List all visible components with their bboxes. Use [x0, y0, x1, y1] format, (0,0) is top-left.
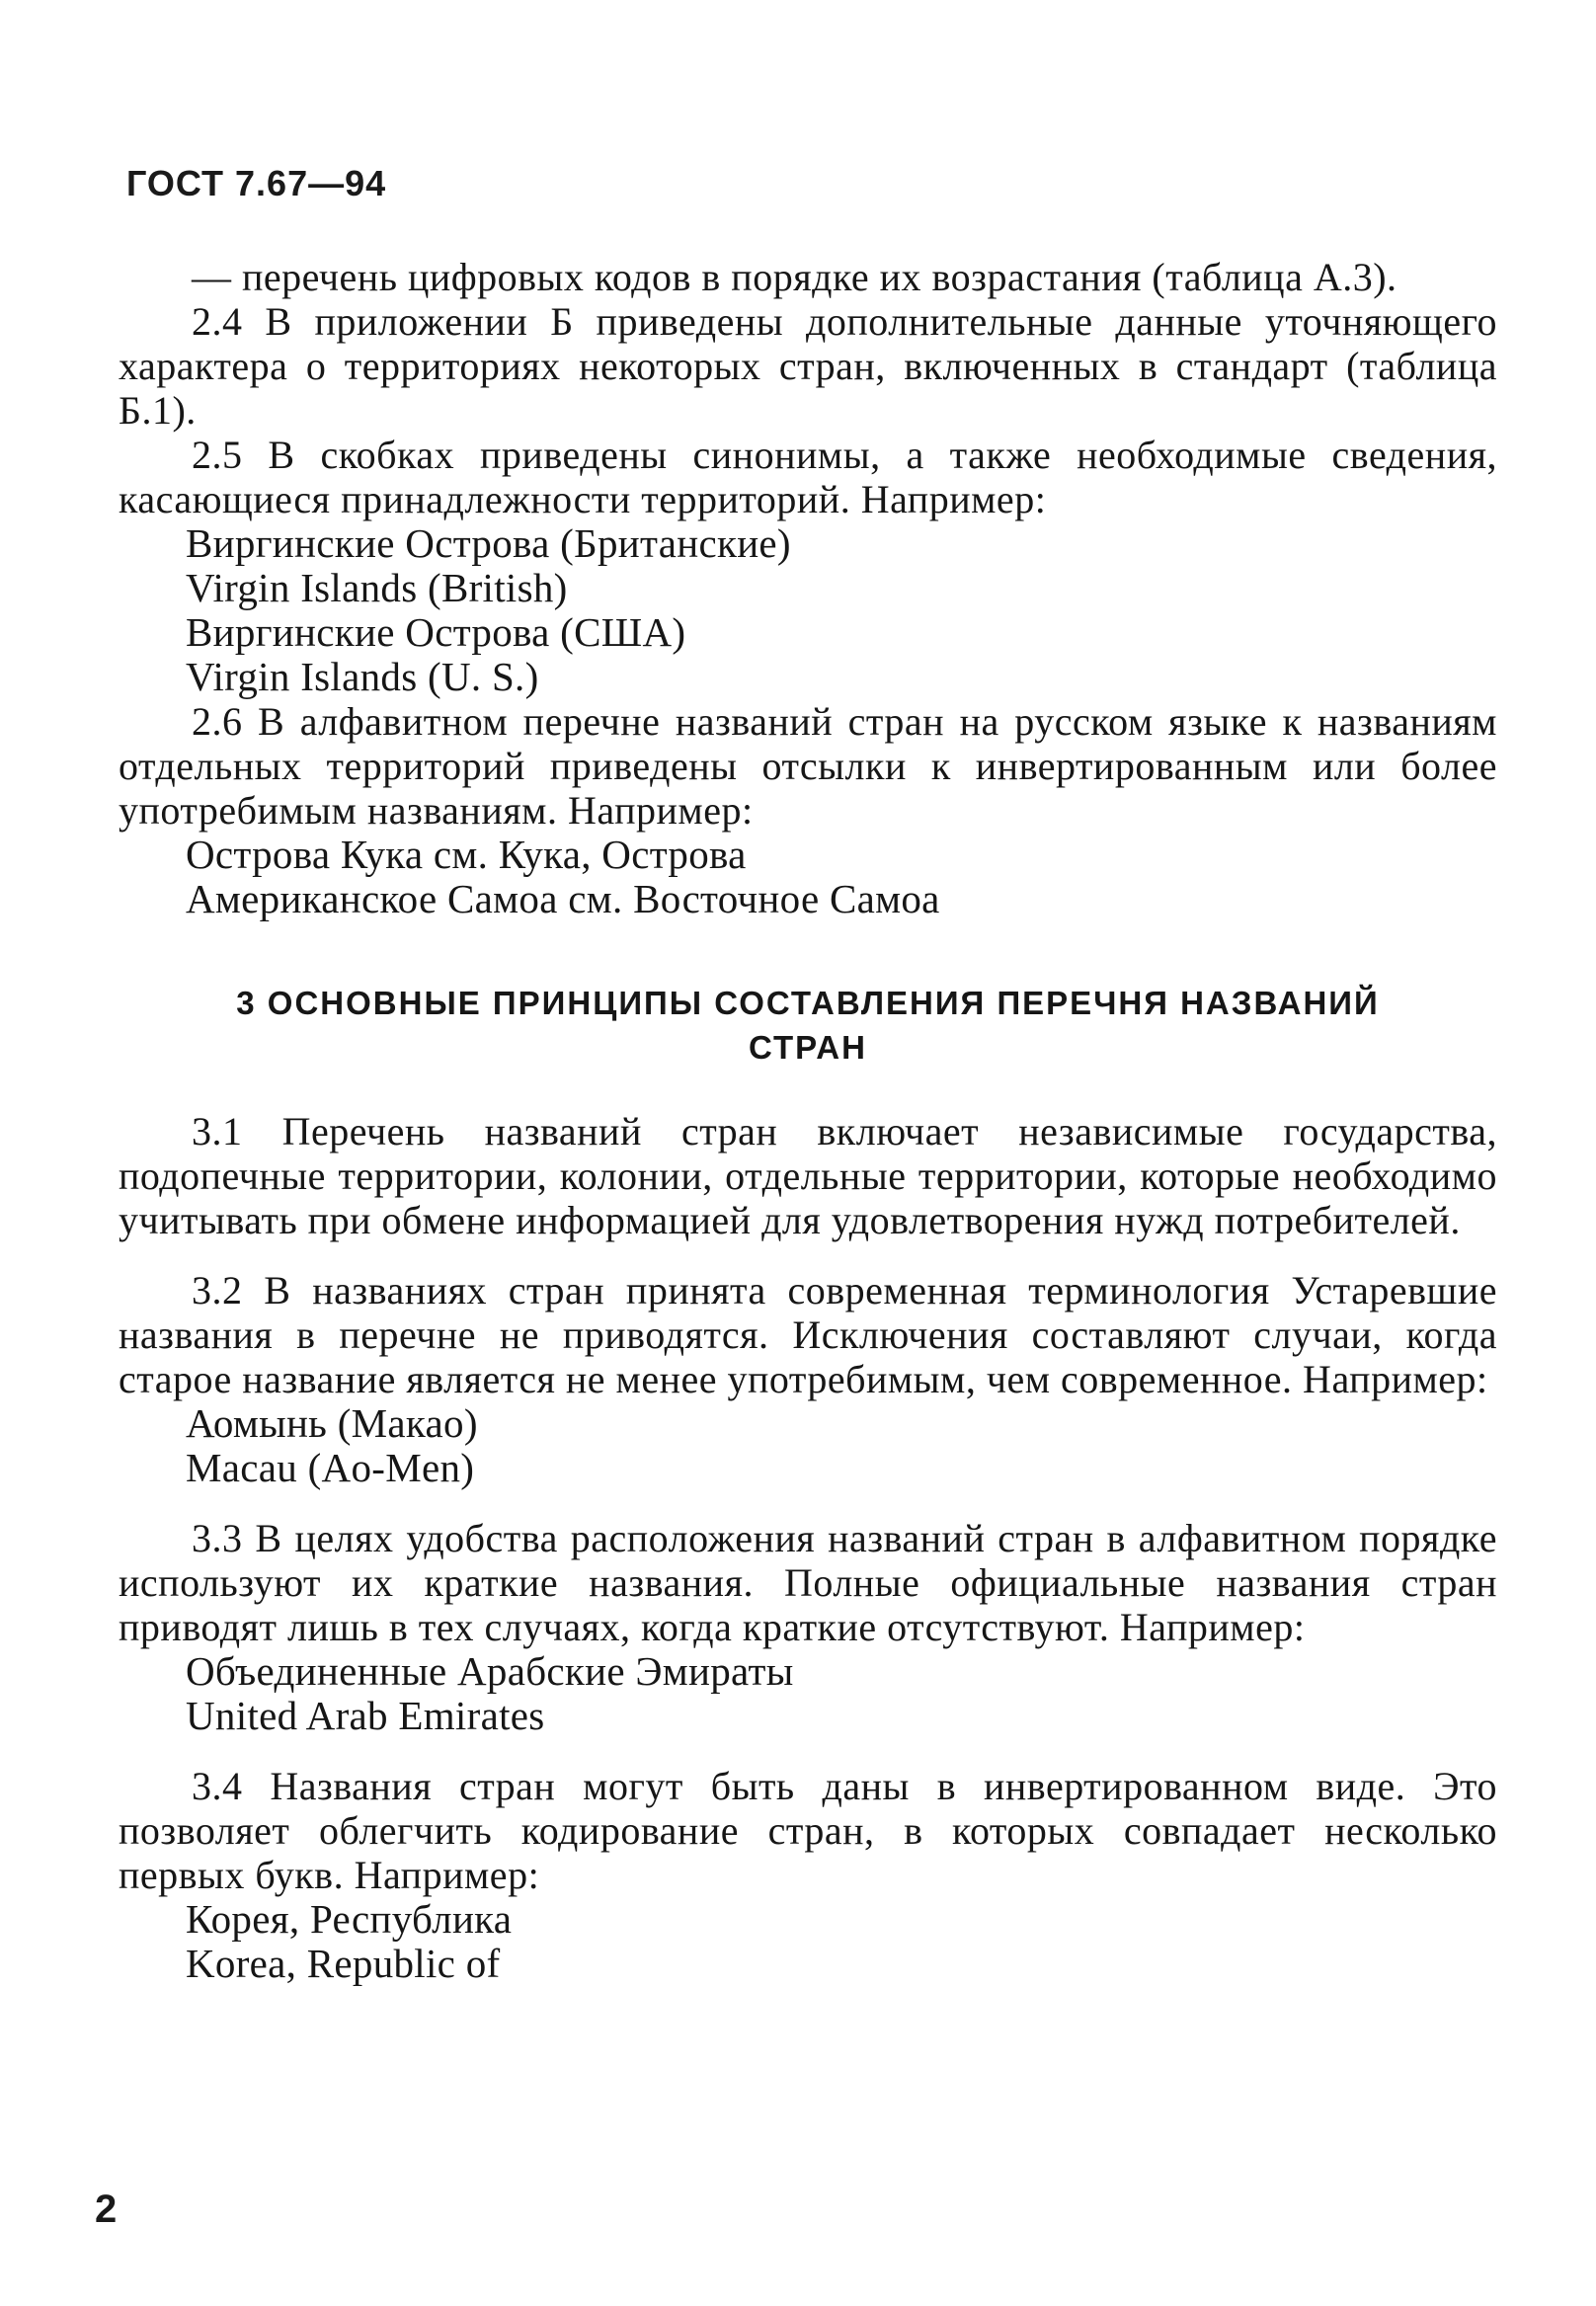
example-line: Виргинские Острова (США): [186, 609, 686, 655]
paragraph-2-5: 2.5 В скобках приведены синонимы, а также необходимые сведения, касающиеся принадлежности территорий. Например:: [119, 433, 1497, 521]
section-3-body: [119, 1109, 1497, 1986]
example-line: Американское Самоа см. Восточное Самоа: [186, 876, 940, 921]
page-number: 2: [95, 2187, 118, 2231]
paragraph-3-2: 3.2 В названиях стран принята современная терминология Устаревшие названия в перечне не приводятся. Исключения составляют случаи, когда старое название является не менее употребимым, чем современное. Например:: [119, 1268, 1497, 1401]
paragraph-3-4: 3.4 Названия стран могут быть даны в инвертированном виде. Это позволяет облегчить кодирование стран, в которых совпадает несколько первых букв. Например:: [119, 1764, 1497, 1897]
example-line: Объединенные Арабские Эмираты: [186, 1648, 794, 1694]
document-header: ГОСТ 7.67—94: [126, 163, 387, 203]
example-line: Korea, Republic of: [186, 1941, 501, 1986]
section-3-title: [119, 981, 1497, 1070]
section-title-line: 3 ОСНОВНЫЕ ПРИНЦИПЫ СОСТАВЛЕНИЯ ПЕРЕЧНЯ НАЗВАНИЙ: [236, 985, 1380, 1021]
section-title-line: СТРАН: [749, 1029, 867, 1066]
paragraph-3-3: 3.3 В целях удобства расположения названий стран в алфавитном порядке используют их краткие названия. Полные официальные названия стран приводят лишь в тех случаях, когда краткие отсутствуют. Например:: [119, 1516, 1497, 1649]
example-line: Острова Кука см. Кука, Острова: [186, 832, 747, 877]
paragraph-2-4: 2.4 В приложении Б приведены дополнительные данные уточняющего характера о территориях некоторых стран, включенных в стандарт (таблица Б.1).: [119, 299, 1497, 433]
example-line: Virgin Islands (British): [186, 565, 568, 610]
example-line: Аомынь (Макао): [186, 1400, 478, 1446]
example-line: Виргинские Острова (Британские): [186, 520, 791, 566]
paragraph-3-1: 3.1 Перечень названий стран включает независимые государства, подопечные территории, колонии, отдельные территории, которые необходимо учитывать при обмене информацией для удовлетворения нужд потребителей.: [119, 1109, 1497, 1242]
paragraph-2-6: 2.6 В алфавитном перечне названий стран на русском языке к названиям отдельных территорий приведены отсылки к инвертированным или более употребимым названиям. Например:: [119, 699, 1497, 833]
example-line: Virgin Islands (U. S.): [186, 654, 539, 699]
example-line: Корея, Республика: [186, 1896, 513, 1942]
list-item-a3: — перечень цифровых кодов в порядке их возрастания (таблица А.3).: [192, 255, 1397, 299]
document-body: [119, 255, 1497, 1986]
example-line: Macau (Ao-Men): [186, 1445, 475, 1490]
example-line: United Arab Emirates: [186, 1693, 545, 1738]
